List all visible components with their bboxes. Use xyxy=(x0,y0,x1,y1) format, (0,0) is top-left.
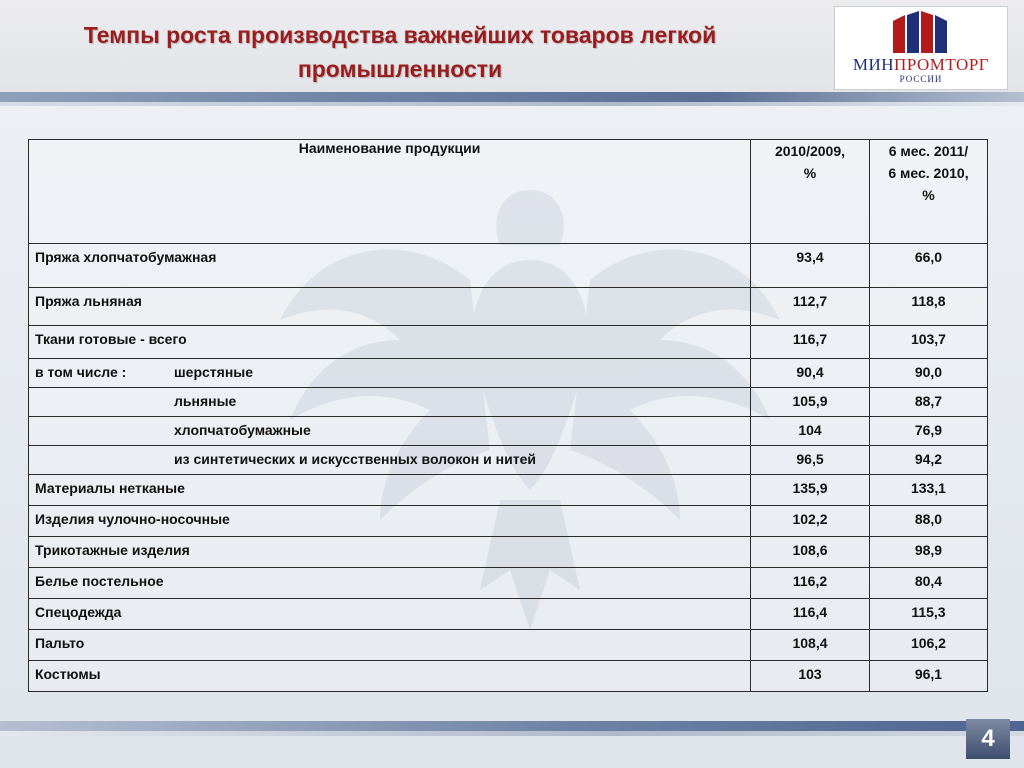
value-2010-2009: 135,9 xyxy=(751,475,870,506)
value-2010-2009: 102,2 xyxy=(751,506,870,537)
product-name: хлопчатобумажные xyxy=(29,417,751,446)
value-6m: 90,0 xyxy=(869,359,987,388)
footer-divider-light xyxy=(0,731,1024,736)
value-6m: 88,7 xyxy=(869,388,987,417)
ministry-logo xyxy=(834,6,1008,90)
table-row xyxy=(29,568,988,599)
product-name: Пряжа льняная xyxy=(29,288,751,326)
value-6m: 94,2 xyxy=(869,446,987,475)
value-6m: 76,9 xyxy=(869,417,987,446)
slide-title-line-2: промышленности xyxy=(297,56,503,82)
value-2010-2009: 105,9 xyxy=(751,388,870,417)
row-prefix: в том числе : xyxy=(35,364,127,380)
table-row xyxy=(29,446,988,475)
value-2010-2009: 116,2 xyxy=(751,568,870,599)
value-2010-2009: 116,4 xyxy=(751,599,870,630)
value-2010-2009: 108,4 xyxy=(751,630,870,661)
header-6m-2011-2010 xyxy=(869,140,987,244)
value-2010-2009: 104 xyxy=(751,417,870,446)
table-row xyxy=(29,661,988,692)
product-name: Изделия чулочно-носочные xyxy=(29,506,751,537)
header-6m-line-1: 6 мес. 2011/ xyxy=(888,143,969,159)
product-name: Материалы нетканые xyxy=(29,475,751,506)
page-number: 4 xyxy=(966,719,1010,759)
product-name: Спецодежда xyxy=(29,599,751,630)
value-6m: 103,7 xyxy=(869,326,987,359)
logo-subtitle: РОССИИ xyxy=(899,74,943,84)
product-name xyxy=(29,359,751,388)
logo-name-part-2: ПРОМТОРГ xyxy=(894,55,990,74)
header-divider xyxy=(0,92,1024,102)
table-row xyxy=(29,506,988,537)
table-row xyxy=(29,244,988,288)
header-6m-line-3: % xyxy=(922,187,935,203)
header-divider-light xyxy=(0,102,1024,106)
table-row xyxy=(29,288,988,326)
value-6m: 98,9 xyxy=(869,537,987,568)
value-2010-2009: 112,7 xyxy=(751,288,870,326)
logo-name xyxy=(835,55,1007,75)
product-label: шерстяные xyxy=(174,364,254,380)
header-2010-2009-line-1: 2010/2009, xyxy=(774,143,846,159)
value-2010-2009: 103 xyxy=(751,661,870,692)
product-name: Трикотажные изделия xyxy=(29,537,751,568)
value-6m: 118,8 xyxy=(869,288,987,326)
value-2010-2009: 116,7 xyxy=(751,326,870,359)
table-row xyxy=(29,599,988,630)
header-2010-2009 xyxy=(751,140,870,244)
product-name: Белье постельное xyxy=(29,568,751,599)
value-2010-2009: 108,6 xyxy=(751,537,870,568)
value-6m: 88,0 xyxy=(869,506,987,537)
table-row xyxy=(29,359,988,388)
product-name: Пряжа хлопчатобумажная xyxy=(29,244,751,288)
product-name: Пальто xyxy=(29,630,751,661)
table-row xyxy=(29,537,988,568)
header-6m-line-2: 6 мес. 2010, xyxy=(888,165,969,181)
value-2010-2009: 96,5 xyxy=(751,446,870,475)
header-product: Наименование продукции xyxy=(29,140,751,244)
slide-title xyxy=(20,18,780,86)
value-6m: 115,3 xyxy=(869,599,987,630)
footer-divider xyxy=(0,721,1024,731)
ministry-logo-icon xyxy=(891,11,951,55)
logo-name-part-1: МИН xyxy=(852,55,895,74)
table-row xyxy=(29,326,988,359)
table-row xyxy=(29,475,988,506)
value-2010-2009: 93,4 xyxy=(751,244,870,288)
product-name: Ткани готовые - всего xyxy=(29,326,751,359)
value-6m: 106,2 xyxy=(869,630,987,661)
table-row xyxy=(29,630,988,661)
product-name: Костюмы xyxy=(29,661,751,692)
production-growth-table xyxy=(28,139,988,692)
product-name: льняные xyxy=(29,388,751,417)
product-name: из синтетических и искусственных волокон и нитей xyxy=(29,446,751,475)
value-6m: 133,1 xyxy=(869,475,987,506)
slide-title-line-1: Темпы роста производства важнейших товаров легкой xyxy=(83,22,717,48)
value-6m: 96,1 xyxy=(869,661,987,692)
table-row xyxy=(29,417,988,446)
header-2010-2009-line-2: % xyxy=(803,165,817,181)
table-header-row xyxy=(29,140,988,244)
value-6m: 80,4 xyxy=(869,568,987,599)
value-6m: 66,0 xyxy=(869,244,987,288)
table-row xyxy=(29,388,988,417)
value-2010-2009: 90,4 xyxy=(751,359,870,388)
